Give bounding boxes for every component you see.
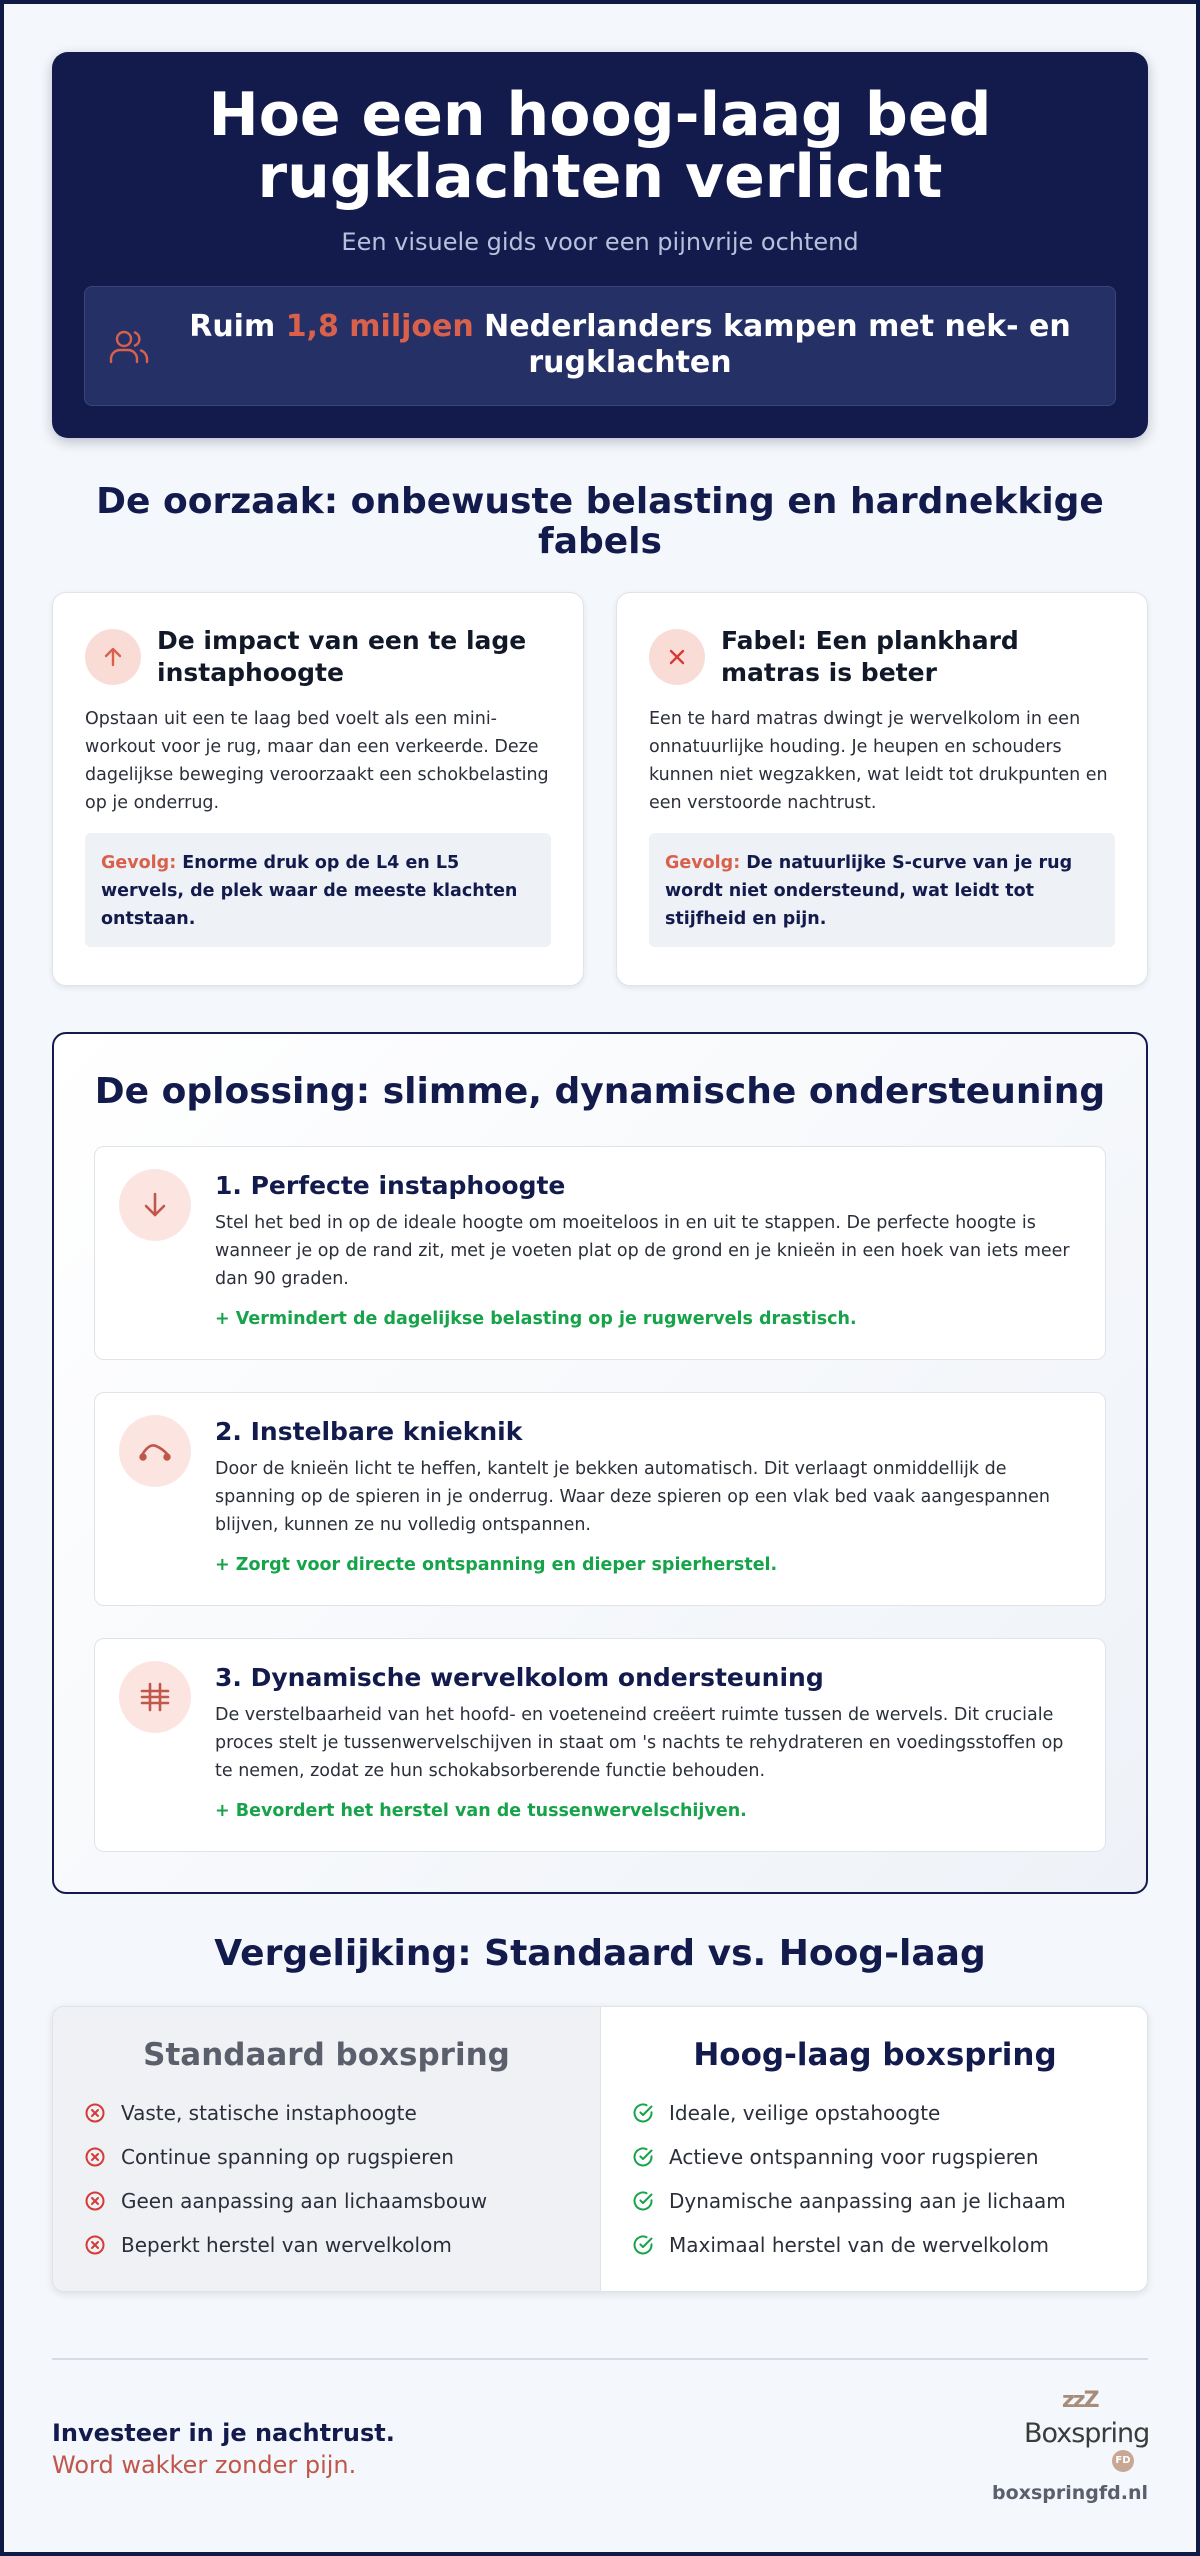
comparison-section-title: Vergelijking: Standaard vs. Hoog-laag — [214, 1933, 986, 1974]
standard-item-label: Vaste, statische instaphoogte — [121, 2101, 417, 2125]
cause-section-title: De oorzaak: onbewuste belasting en hardnekkige fabels — [96, 481, 1104, 562]
footer-subtagline: Word wakker zonder pijn. — [52, 2451, 357, 2479]
cause-card-hard-mattress — [616, 592, 1148, 986]
highlow-item-label: Maximaal herstel van de wervelkolom — [669, 2233, 1049, 2257]
cause-card-title: De impact van een te lage instaphoogte — [157, 626, 527, 687]
page — [4, 4, 1196, 2552]
comparison-table — [52, 2006, 1148, 2292]
stat-suffix: Nederlanders kampen met nek- en rugklachten — [484, 309, 1071, 380]
x-circle-icon — [85, 2235, 105, 2255]
solution-card-benefit: + Bevordert het herstel van de tussenwervelschijven. — [215, 1801, 747, 1821]
solution-section-title: De oplossing: slimme, dynamische ondersteuning — [94, 1071, 1106, 1112]
users-icon — [109, 329, 149, 365]
footer-tagline: Investeer in je nachtrust. — [52, 2419, 395, 2447]
arrow-up-icon — [85, 629, 141, 685]
footer-divider — [52, 2358, 1148, 2360]
arrow-down-icon — [119, 1169, 191, 1241]
page-title: Hoe een hoog-laag bed rugklachten verlicht — [208, 80, 992, 212]
solution-section — [52, 1032, 1148, 1894]
statistic-text — [175, 309, 1085, 381]
brand-logo — [1016, 2388, 1150, 2474]
solution-card-benefit: + Vermindert de dagelijkse belasting op je rugwervels drastisch. — [215, 1309, 857, 1329]
solution-card-desc: De verstelbaarheid van het hoofd- en voeteneind creëert ruimte tussen de wervels. Dit cruciale proces stelt je tussenwervelschijven in staat om 's nachts te rehydrateren en voedingsstoffen op te nemen, zodat ze hun schokabsorberende functie behouden. — [215, 1705, 1064, 1781]
solution-card-title: 3. Dynamische wervelkolom ondersteuning — [215, 1663, 824, 1692]
cause-card-body: Opstaan uit een te laag bed voelt als een mini-workout voor je rug, maar dan een verkeerde. Deze dagelijkse beweging veroorzaakt een schokbelasting op je onderrug. — [85, 709, 549, 813]
sleep-zzz-icon: zzZ — [1062, 2388, 1098, 2413]
solution-card-title: 1. Perfecte instaphoogte — [215, 1171, 566, 1200]
solution-card-desc: Door de knieën licht te heffen, kantelt je bekken automatisch. Dit verlaagt onmiddellijk de spanning op de spieren in je onderrug. Waar deze spieren op een vlak bed vaak aangespannen blijven, kunnen ze nu volledig ontspannen. — [215, 1459, 1050, 1535]
highlow-item-label: Dynamische aanpassing aan je lichaam — [669, 2189, 1066, 2213]
solution-card-desc: Stel het bed in op de ideale hoogte om moeiteloos in en uit te stappen. De perfecte hoogte is wanneer je op de rand zit, met je voeten plat op de grond en je knieën in een hoek van iets meer dan 90 graden. — [215, 1213, 1070, 1289]
cause-card-title: Fabel: Een plankhard matras is beter — [721, 626, 1019, 687]
highlow-item — [633, 2135, 1066, 2179]
consequence-label: Gevolg: — [665, 853, 741, 873]
x-icon — [649, 629, 705, 685]
cause-card-low-height — [52, 592, 584, 986]
highlow-item-label: Ideale, veilige opstahoogte — [669, 2101, 941, 2125]
solution-card-benefit: + Zorgt voor directe ontspanning en dieper spierherstel. — [215, 1555, 778, 1575]
stat-prefix: Ruim — [189, 309, 276, 344]
spine-grid-icon — [119, 1661, 191, 1733]
consequence-text: De natuurlijke S-curve van je rug wordt niet ondersteund, wat leidt tot stijfheid en pijn. — [665, 853, 1073, 929]
highlow-column-title: Hoog-laag boxspring — [693, 2037, 1057, 2073]
page-subtitle: Een visuele gids voor een pijnvrije ochtend — [341, 228, 859, 256]
hero-banner — [52, 52, 1148, 438]
standard-item-label: Beperkt herstel van wervelkolom — [121, 2233, 452, 2257]
standard-item — [85, 2091, 487, 2135]
x-circle-icon — [85, 2103, 105, 2123]
consequence-box — [649, 833, 1115, 947]
check-circle-icon — [633, 2235, 653, 2255]
solution-card-knee-bend — [94, 1392, 1106, 1606]
standard-item-label: Geen aanpassing aan lichaamsbouw — [121, 2189, 488, 2213]
consequence-box — [85, 833, 551, 947]
solution-card-title: 2. Instelbare knieknik — [215, 1417, 523, 1446]
standard-item-label: Continue spanning op rugspieren — [121, 2145, 454, 2169]
highlow-item — [633, 2091, 1066, 2135]
stat-highlight: 1,8 miljoen — [285, 309, 474, 344]
standard-item — [85, 2223, 487, 2267]
standard-column — [53, 2007, 601, 2291]
website-link[interactable]: boxspringfd.nl — [992, 2482, 1148, 2504]
highlow-item — [633, 2223, 1066, 2267]
solution-card-entry-height — [94, 1146, 1106, 1360]
highlow-item-label: Actieve ontspanning voor rugspieren — [669, 2145, 1039, 2169]
check-circle-icon — [633, 2103, 653, 2123]
logo-badge: FD — [1112, 2450, 1134, 2472]
highlow-item — [633, 2179, 1066, 2223]
consequence-text: Enorme druk op de L4 en L5 wervels, de plek waar de meeste klachten ontstaan. — [101, 853, 518, 929]
consequence-label: Gevolg: — [101, 853, 177, 873]
check-circle-icon — [633, 2191, 653, 2211]
logo-wordmark: Boxspring — [1024, 2418, 1150, 2449]
standard-column-title: Standaard boxspring — [143, 2037, 510, 2073]
solution-card-spine-support — [94, 1638, 1106, 1852]
standard-item — [85, 2135, 487, 2179]
knee-bend-icon — [119, 1415, 191, 1487]
standard-item — [85, 2179, 487, 2223]
statistic-box — [84, 286, 1116, 406]
x-circle-icon — [85, 2147, 105, 2167]
cause-card-body: Een te hard matras dwingt je wervelkolom in een onnatuurlijke houding. Je heupen en schouders kunnen niet wegzakken, wat leidt tot drukpunten en een verstoorde nachtrust. — [649, 709, 1108, 813]
x-circle-icon — [85, 2191, 105, 2211]
highlow-column — [601, 2007, 1148, 2291]
check-circle-icon — [633, 2147, 653, 2167]
